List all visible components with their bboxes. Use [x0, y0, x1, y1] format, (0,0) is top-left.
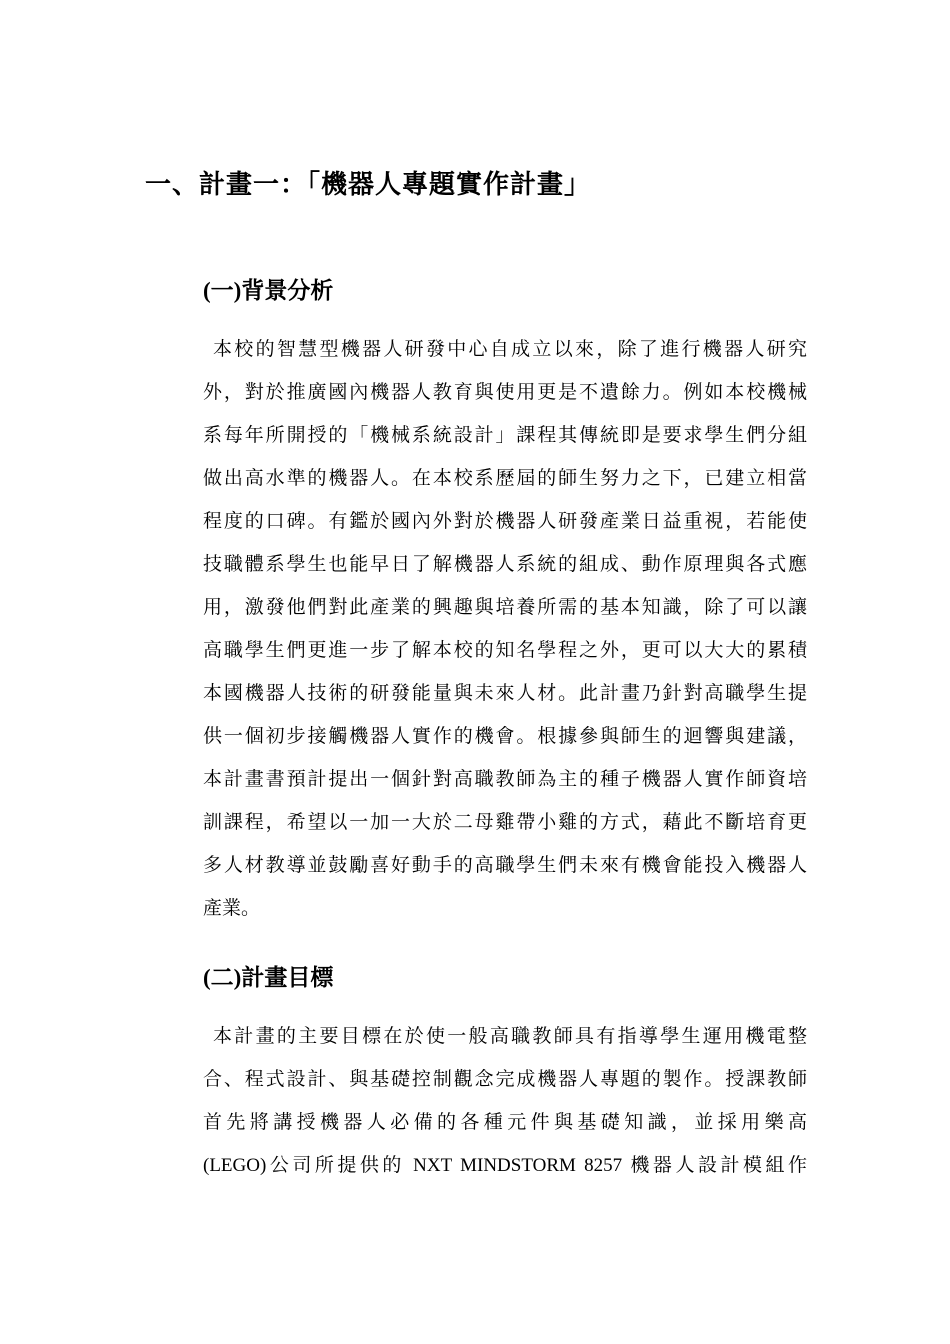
- paragraph-line: 合、程式設計、與基礎控制觀念完成機器人專題的製作。授課教師: [203, 1069, 807, 1090]
- paragraph-line: 多人材教導並鼓勵喜好動手的高職學生們未來有機會能投入機器人: [203, 855, 807, 876]
- paragraph-line: (LEGO)公司所提供的 NXT MINDSTORM 8257 機器人設計模組作: [203, 1155, 807, 1176]
- paragraph-line: 高職學生們更進一步了解本校的知名學程之外，更可以大大的累積: [203, 640, 807, 661]
- paragraph-line: 首先將講授機器人必備的各種元件與基礎知識，並採用樂高: [203, 1112, 807, 1133]
- section-heading-objectives: (二)計畫目標: [203, 965, 334, 990]
- paragraph-line: 程度的口碑。有鑑於國內外對於機器人研發產業日益重視，若能使: [203, 511, 807, 532]
- paragraph-line: 訓課程，希望以一加一大於二母雞帶小雞的方式，藉此不斷培育更: [203, 812, 807, 833]
- objectives-paragraph: [203, 1015, 807, 1187]
- paragraph-line: 系每年所開授的「機械系統設計」課程其傳統即是要求學生們分組: [203, 425, 807, 446]
- paragraph-line: 本國機器人技術的研發能量與未來人材。此計畫乃針對高職學生提: [203, 683, 807, 704]
- paragraph-line: 產業。: [203, 898, 261, 919]
- paragraph-line: 本校的智慧型機器人研發中心自成立以來，除了進行機器人研究: [213, 339, 807, 360]
- paragraph-line: 外，對於推廣國內機器人教育與使用更是不遺餘力。例如本校機械: [203, 382, 807, 403]
- paragraph-line: 本計畫書預計提出一個針對高職教師為主的種子機器人實作師資培: [203, 769, 807, 790]
- paragraph-line: 本計畫的主要目標在於使一般高職教師具有指導學生運用機電整: [213, 1026, 807, 1047]
- paragraph-line: 做出高水準的機器人。在本校系歷屆的師生努力之下，已建立相當: [203, 468, 807, 489]
- paragraph-line: 技職體系學生也能早日了解機器人系統的組成、動作原理與各式應: [203, 554, 807, 575]
- paragraph-line: 供一個初步接觸機器人實作的機會。根據參與師生的迴響與建議，: [203, 726, 807, 747]
- background-paragraph: [203, 328, 807, 930]
- chapter-title: 一、計畫一：「機器人專題實作計畫」: [145, 170, 592, 199]
- section-heading-background: (一)背景分析: [203, 278, 334, 303]
- paragraph-line: 用，激發他們對此產業的興趣與培養所需的基本知識，除了可以讓: [203, 597, 807, 618]
